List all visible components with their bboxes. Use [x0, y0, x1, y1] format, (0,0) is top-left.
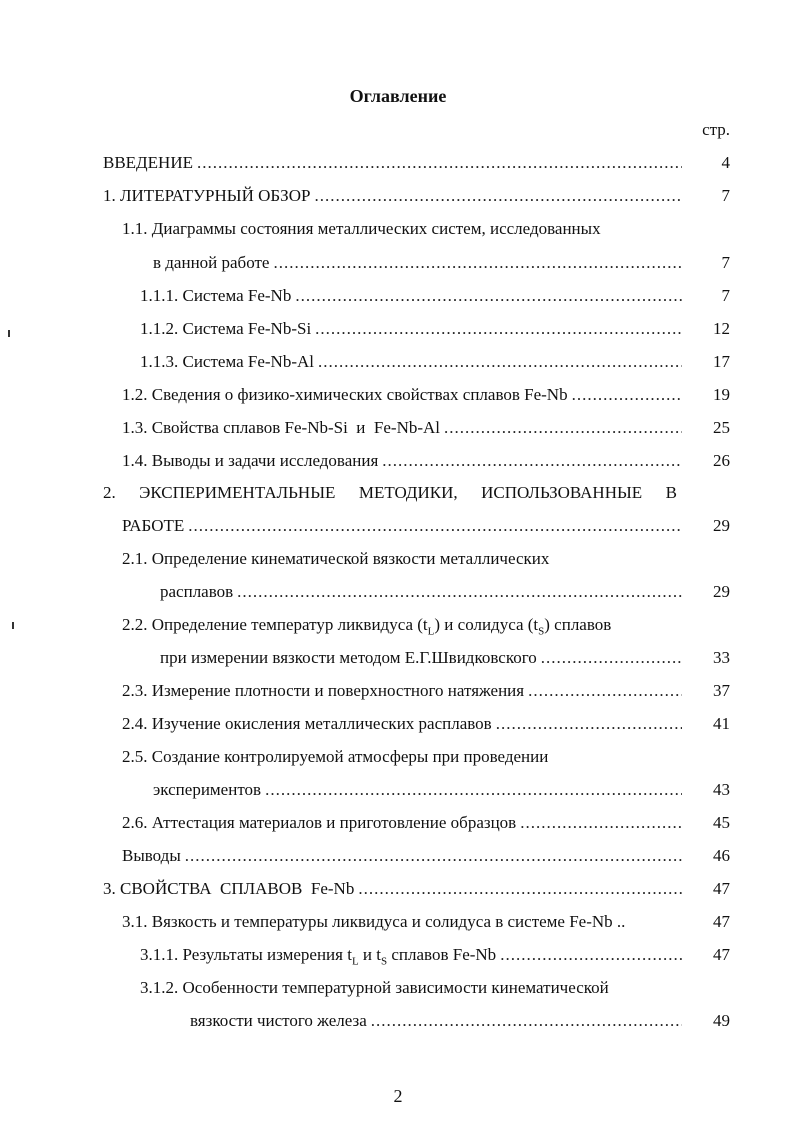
toc-entry-1-1-line1[interactable]: 1.1. Диаграммы состояния металлических систем, исследованных: [122, 219, 601, 238]
toc-word: 2.: [103, 483, 116, 502]
toc-word: ИСПОЛЬЗОВАННЫЕ: [481, 483, 643, 502]
toc-entry-label: 1.3. Свойства сплавов Fe-Nb-Si и Fe-Nb-Al: [122, 418, 441, 437]
toc-text: и t: [358, 945, 381, 964]
subscript-l: L: [351, 955, 359, 968]
toc-entry-1-1-1[interactable]: [140, 286, 686, 306]
toc-page-number: 19: [713, 385, 730, 404]
toc-page-number: 46: [713, 846, 730, 865]
leader-dots: [371, 1011, 682, 1031]
toc-page-number: 29: [713, 582, 730, 601]
toc-entry-label: 3. СВОЙСТВА СПЛАВОВ Fe-Nb: [103, 879, 355, 898]
toc-entry-label: 2.6. Аттестация материалов и приготовление образцов: [122, 813, 517, 832]
page-column-header: стр.: [702, 120, 730, 139]
toc-entry-label: 2.4. Изучение окисления металлических расплавов: [122, 714, 492, 733]
toc-entry-label: при измерении вязкости методом Е.Г.Швидковского: [160, 648, 537, 667]
subscript-s: S: [381, 955, 388, 968]
toc-entry-chapter-2-line1[interactable]: [103, 483, 677, 503]
toc-entry-2-6[interactable]: [122, 813, 686, 833]
toc-page-number: 41: [713, 714, 730, 733]
toc-page-number: 49: [713, 1011, 730, 1030]
toc-text: ) сплавов: [544, 615, 612, 634]
toc-entry-label: вязкости чистого железа: [190, 1011, 367, 1030]
toc-entry-label: 1.1.1. Система Fe-Nb: [140, 286, 292, 305]
leader-dots: [188, 516, 682, 536]
toc-entry-2-2-line1[interactable]: [122, 615, 611, 637]
toc-page-number: 29: [713, 516, 730, 535]
toc-entry-label: 1.1.3. Система Fe-Nb-Al: [140, 352, 314, 371]
toc-text: 2.2. Определение температур ликвидуса (t: [122, 615, 428, 634]
leader-dots: [185, 846, 682, 866]
toc-page-number: 17: [713, 352, 730, 371]
leader-dots: [197, 153, 682, 173]
toc-entry-label: расплавов: [160, 582, 234, 601]
toc-entry-2-2-line2[interactable]: [160, 648, 686, 668]
toc-entry-2-1-line2[interactable]: [160, 582, 686, 602]
toc-page-number: 7: [721, 253, 730, 272]
toc-text: сплавов Fe-Nb: [387, 945, 497, 964]
leader-dots: [318, 352, 682, 372]
toc-page-number: 7: [721, 186, 730, 205]
toc-page-number: 26: [713, 451, 730, 470]
toc-entry-label: 2.3. Измерение плотности и поверхностного натяжения: [122, 681, 525, 700]
toc-entry-3-1-1[interactable]: [140, 945, 686, 967]
toc-page-number: 47: [713, 879, 730, 898]
toc-entry-chapter-1[interactable]: [103, 186, 686, 206]
toc-entry-2-4[interactable]: [122, 714, 686, 734]
toc-entry-3-1-2-line2[interactable]: [190, 1011, 686, 1031]
toc-page-number: 12: [713, 319, 730, 338]
toc-entry-1-1-3[interactable]: [140, 352, 686, 372]
page-number: 2: [393, 1086, 403, 1106]
leader-dots: [358, 879, 682, 899]
toc-entry-label: [140, 945, 496, 967]
toc-entry-2-3[interactable]: [122, 681, 686, 701]
toc-text: ) и солидуса (t: [434, 615, 539, 634]
toc-page-number: 37: [713, 681, 730, 700]
leader-dots: [273, 253, 682, 273]
toc-entry-1-3[interactable]: [122, 418, 686, 438]
leader-dots: [444, 418, 682, 438]
toc-entry-1-2[interactable]: [122, 385, 686, 405]
toc-entry-2-5-line1[interactable]: 2.5. Создание контролируемой атмосферы при проведении: [122, 747, 549, 766]
leader-dots: [541, 648, 682, 668]
toc-entry-1-1-line2[interactable]: [153, 253, 686, 273]
leader-dots: [528, 681, 682, 701]
toc-entry-label: в данной работе: [153, 253, 270, 272]
toc-entry-intro[interactable]: [103, 153, 686, 173]
toc-entry-label: 1.1.2. Система Fe-Nb-Si: [140, 319, 312, 338]
toc-text: 3.1.1. Результаты измерения t: [140, 945, 352, 964]
leader-dots: [315, 319, 682, 339]
toc-page-number: 47: [713, 912, 730, 931]
leader-dots: [237, 582, 682, 602]
subscript-s: S: [538, 625, 545, 638]
toc-page-number: 47: [713, 945, 730, 964]
toc-page-number: 7: [721, 286, 730, 305]
scan-artifact: [12, 622, 14, 629]
toc-entry-chapter-2-line2[interactable]: [122, 516, 686, 536]
toc-entry-label: 1. ЛИТЕРАТУРНЫЙ ОБЗОР: [103, 186, 311, 205]
leader-dots: [314, 186, 682, 206]
toc-entry-label: 1.2. Сведения о физико-химических свойствах сплавов Fe-Nb: [122, 385, 568, 404]
leader-dots: [265, 780, 682, 800]
toc-entry-2-5-line2[interactable]: [153, 780, 686, 800]
toc-title: Оглавление: [349, 86, 447, 106]
leader-dots: [295, 286, 682, 306]
toc-entry-chapter-3[interactable]: [103, 879, 686, 899]
toc-word: В: [665, 483, 677, 502]
toc-page-number: 45: [713, 813, 730, 832]
leader-dots: [572, 385, 682, 405]
toc-entry-3-1[interactable]: 3.1. Вязкость и температуры ликвидуса и солидуса в системе Fe-Nb ..: [122, 912, 626, 931]
leader-dots: [500, 945, 682, 965]
toc-page-number: 33: [713, 648, 730, 667]
leader-dots: [382, 451, 682, 471]
toc-word: ЭКСПЕРИМЕНТАЛЬНЫЕ: [139, 483, 336, 502]
toc-entry-label: ВВЕДЕНИЕ: [103, 153, 193, 172]
toc-entry-3-1-2-line1[interactable]: 3.1.2. Особенности температурной зависимости кинематической: [140, 978, 609, 997]
toc-page-number: 4: [721, 153, 730, 172]
toc-entry-label: экспериментов: [153, 780, 262, 799]
toc-entry-1-1-2[interactable]: [140, 319, 686, 339]
toc-page-number: 25: [713, 418, 730, 437]
toc-entry-1-4[interactable]: [122, 451, 686, 471]
toc-entry-label: Выводы: [122, 846, 181, 865]
leader-dots: [496, 714, 682, 734]
leader-dots: [520, 813, 682, 833]
toc-entry-label: 1.4. Выводы и задачи исследования: [122, 451, 379, 470]
toc-entry-chapter-2-conclusions[interactable]: [122, 846, 686, 866]
toc-page-number: 43: [713, 780, 730, 799]
toc-word: МЕТОДИКИ,: [358, 483, 458, 502]
subscript-l: L: [427, 625, 435, 638]
scan-artifact: [8, 330, 10, 337]
toc-entry-label: РАБОТЕ: [122, 516, 185, 535]
toc-entry-2-1-line1[interactable]: 2.1. Определение кинематической вязкости металлических: [122, 549, 550, 568]
